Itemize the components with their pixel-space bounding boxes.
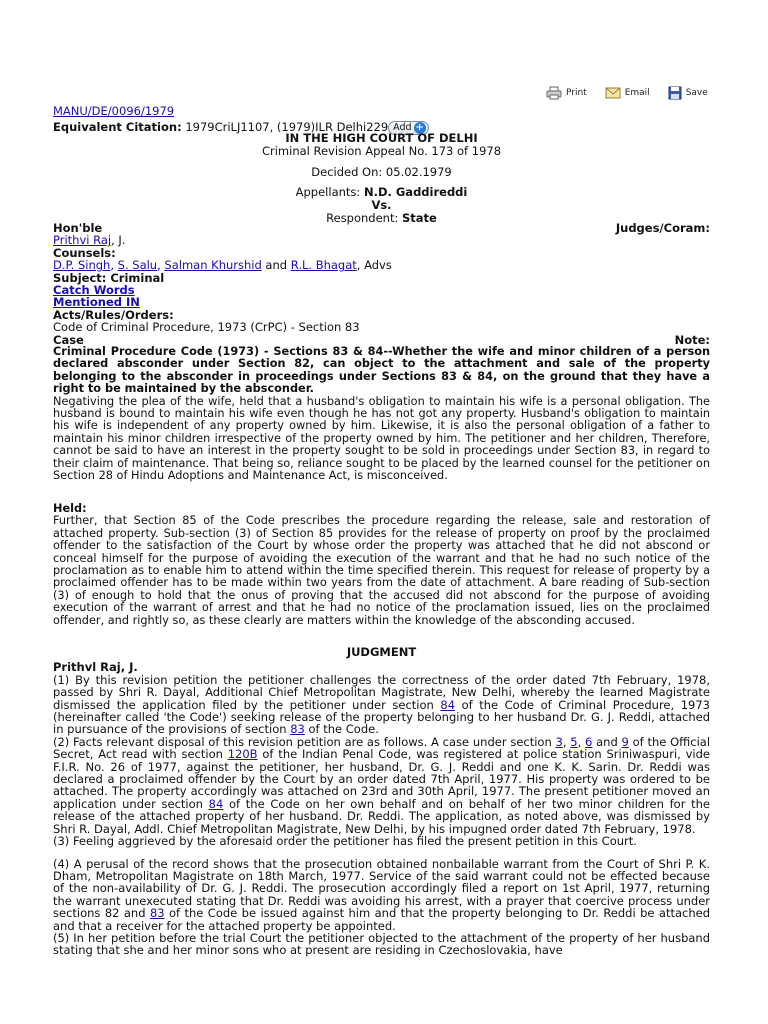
text-run: (4) A perusal of the record shows that the prosecution obtained nonbailable warrant from the Court of Shri P. K. Dham, Metropolitan Magistrate on 18th March, 1977. Service of the said warrant could not be effected because of the non-availability of Dr. G. J. Reddi. The prosecution accordingly filed a report on 1st April, 1977, returning the warrant unexecuted stating that Dr. Reddi was avoiding his arrest, with a prayer that coercive process under sections 82 and [53, 856, 710, 921]
respondent-label: Respondent: [326, 211, 399, 225]
held-text: Further, that Section 85 of the Code prescribes the procedure regarding the release, sale and restoration of attached property. Sub-section (3) of Section 85 provides for the release of property on proof by the proclaimed offender to the satisfaction of the Court by whose order the property was attached that he did not abscond or conceal himself for the purpose of avoiding the execution of the warrant and that he had no such notice of the proclamation as to enable him to attend within the time specified therein. This request for release of property by a proclaimed offender has to be made within two years from the date of attachment. A bare reading of Sub-section (3) of enough to hold that the onus of proving that the accused did not abscond for the purpose of avoiding execution of the warrant of arrest and that he had no notice of the proclamation issued, lies on the proclaimed offender, and rightly so, as these clearly are matters within the knowledge of the absconding accused. [53, 514, 710, 627]
save-button[interactable] [668, 86, 708, 100]
separator: , [157, 258, 165, 273]
print-button[interactable] [546, 86, 587, 100]
case-note-headnote: Criminal Procedure Code (1973) - Sections 83 & 84--Whether the wife and minor children of a person declared absconder under Section 82, can object to the attachment and sale of the property belonging to the absconder in proceedings under Sections 83 & 84, on the ground that they have a right to be maintained by the absconder. [53, 345, 710, 396]
printer-icon [546, 86, 562, 100]
judgment-heading: JUDGMENT [346, 645, 417, 659]
judgment-judge-name: Prithvl Raj, J. [53, 660, 138, 675]
court-name: IN THE HIGH COURT OF DELHI [285, 131, 478, 145]
manu-citation-link[interactable]: MANU/DE/0096/1979 [53, 104, 175, 118]
honble-label: Hon'ble [53, 221, 103, 235]
counsel-suffix: , Advs [356, 258, 392, 273]
text-run: (1) By this revision petition the petitioner challenges the correctness of the order dated 7th February, 1978, passed by Shri R. Dayal, Additional Chief Metropolitan Magistrate, New Delhi, whereby the learned Magistrate dismissed the application filed by the petitioner under section [53, 672, 710, 712]
catch-words-link[interactable]: Catch Words [53, 283, 135, 298]
text-run: , [562, 734, 571, 749]
section-link[interactable]: 9 [621, 734, 629, 749]
held-section [53, 503, 710, 627]
versus: Vs. [371, 198, 392, 212]
save-label: Save [685, 88, 708, 98]
text-run: (2) Facts relevant disposal of this revision petition are as follows. A case under section [53, 734, 556, 749]
appellants-label: Appellants: [295, 185, 361, 199]
print-label: Print [566, 88, 587, 98]
section-link[interactable]: 84 [208, 796, 224, 811]
envelope-icon [605, 87, 621, 99]
text-run: of the Code on her own behalf and on behalf of her two minor children for the release of the attached property of her husband. Dr. Reddi. The application, as noted above, was dismissed by Shri R. Dayal, Addl. Chief Metropolitan Magistrate, New Delhi, by his impugned order dated 7th February, 1978. [53, 796, 710, 836]
acts-label: Acts/Rules/Orders: [53, 307, 174, 322]
counsels-line [53, 259, 710, 271]
subject-line: Subject: Criminal [53, 270, 165, 285]
case-label: Case [53, 332, 84, 347]
floppy-disk-icon [668, 86, 682, 100]
text-run: of the Code of Criminal Procedure, 1973 (hereinafter called 'the Code') seeking release of the property belonging to her husband Dr. G. J. Reddi, attached in pursuance of the provisions of section [53, 697, 710, 737]
judgment-section [53, 646, 710, 957]
section-link[interactable]: 6 [585, 734, 593, 749]
counsel-link[interactable]: R.L. Bhagat [290, 258, 357, 273]
counsel-link[interactable]: Salman Khurshid [164, 258, 262, 273]
separator: and [261, 258, 291, 273]
document-toolbar [546, 86, 708, 100]
equivalent-citation-value: 1979CriLJ1107, (1979)ILR Delhi229 [185, 120, 389, 134]
case-note [53, 346, 710, 482]
decided-on: Decided On: 05.02.1979 [311, 165, 452, 179]
judgment-paragraph-2 [53, 736, 710, 835]
text-run: of the Indian Penal Code, was registered at police station Sriniwaspuri, vide F.I.R. No. 26 of 1977, against the petitioner, her husband, Dr. G. J. Reddi and one K. K. Sarin. Dr. Reddi was declared a proclaimed offender by the Court by an order dated 7th April, 1977. His property was ordered to be attached. The property accordingly was attached on 23rd and 30th April, 1977. The present petitioner moved an application under section [53, 747, 710, 811]
plus-circle-icon: + [415, 121, 424, 133]
counsel-link[interactable]: S. Salu [117, 258, 158, 273]
text-run: of the Code be issued against him and that the property belonging to Dr. Reddi be attached and that a receiver for the attached property be appointed. [53, 906, 710, 933]
judges-coram-label: Judges/Coram: [615, 221, 710, 235]
judge-suffix: , J. [111, 233, 126, 248]
text-run: and [592, 734, 622, 749]
section-link[interactable]: 84 [440, 697, 456, 712]
text-run: of the Official Secret, Act read with section [53, 734, 711, 762]
appellants-name: N.D. Gaddireddi [363, 185, 468, 199]
section-link[interactable]: 83 [149, 906, 165, 921]
email-button[interactable] [605, 86, 650, 100]
counsels-label: Counsels: [53, 245, 116, 260]
note-label: Note: [674, 332, 710, 347]
held-label: Held: [53, 502, 87, 515]
judgment-paragraph-5: (5) In her petition before the trial Court the petitioner objected to the attachment of the property of her husband stating that she and her minor sons who at present are residing in Czechoslovakia, have [53, 930, 710, 958]
case-note-text: Negativing the plea of the wife, held that a husband's obligation to maintain his wife is a personal obligation. The husband is bound to maintain his wife even though he has not got any property. Husband's obligation to maintain his wife is independent of any property owned by him. Likewise, it is also the personal obligation of a father to maintain his minor children irrespective of the property owned by him. The petitioner and her children, Therefore, cannot be said to have an interest in the property sought to be sold in proceedings under Section 83, in regard to their claim of maintenance. That being so, reliance sought to be placed by the learned counsel for the petitioner on Section 28 of Hindu Adoptions and Maintenance Act, is misconceived. [53, 394, 710, 483]
section-link[interactable]: 83 [290, 722, 305, 737]
judgment-paragraph-4 [53, 858, 710, 932]
add-label: Add [393, 122, 412, 133]
judgment-paragraph-1 [53, 674, 710, 736]
section-link[interactable]: 5 [570, 734, 578, 749]
respondent-name: State [402, 211, 437, 225]
case-number: Criminal Revision Appeal No. 173 of 1978 [261, 144, 502, 158]
separator: , [110, 258, 118, 273]
counsel-link[interactable]: D.P. Singh [53, 258, 111, 273]
section-link[interactable]: 120B [227, 747, 258, 762]
text-run: of the Code. [304, 722, 379, 737]
case-details [53, 222, 710, 346]
mentioned-in-link[interactable]: Mentioned IN [53, 295, 140, 310]
equivalent-citation-label: Equivalent Citation: [53, 120, 182, 134]
email-label: Email [624, 88, 650, 98]
acts-value: Code of Criminal Procedure, 1973 (CrPC) - Section 83 [53, 320, 360, 335]
judge-link[interactable]: Prithvi Raj [53, 233, 112, 248]
text-run: , [577, 734, 586, 749]
judgment-paragraph-3: (3) Feeling aggrieved by the aforesaid order the petitioner has filed the present petition in this Court. [53, 834, 637, 849]
case-header [53, 132, 710, 225]
judge-line [53, 234, 710, 246]
section-link[interactable]: 3 [555, 734, 563, 749]
